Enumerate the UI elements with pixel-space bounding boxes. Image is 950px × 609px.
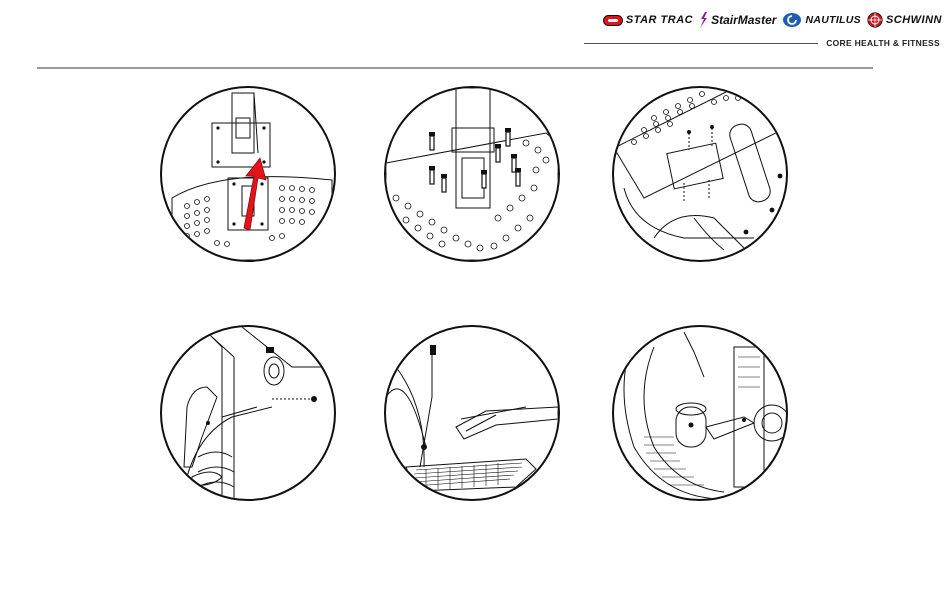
- attach-handlebar-pivot-illustration: [162, 327, 334, 499]
- company-tagline: CORE HEALTH & FITNESS: [826, 38, 940, 48]
- brand-label-schwinn: SCHWINN: [885, 14, 942, 26]
- step-5-illustration: [384, 325, 560, 501]
- step-4-illustration: [160, 325, 336, 501]
- nautilus-logo-icon: [782, 12, 802, 28]
- bolt-upright-to-base-illustration: [386, 88, 558, 260]
- brand-label-nautilus: NAUTILUS: [805, 14, 861, 26]
- star-trac-logo: [603, 14, 693, 26]
- tagline-row: [584, 38, 940, 48]
- star-trac-logo-icon: [603, 15, 623, 26]
- brand-label-star-trac: STAR TRAC: [625, 14, 694, 26]
- step-2-illustration: [384, 86, 560, 262]
- schwinn-logo: [867, 12, 942, 28]
- brand-label-stairmaster: StairMaster: [711, 13, 777, 27]
- stairmaster-logo: [699, 12, 776, 28]
- schwinn-logo-icon: [867, 12, 883, 28]
- stairmaster-logo-icon: [699, 12, 708, 28]
- attach-bracket-to-frame-illustration: [614, 88, 786, 260]
- slide-upright-onto-base-plate-illustration: [162, 88, 334, 260]
- brand-logo-bar: [603, 9, 942, 31]
- step-6-illustration: [612, 325, 788, 501]
- attach-footplate-arm-illustration: [386, 327, 558, 499]
- step-3-illustration: [612, 86, 788, 262]
- tagline-rule: [584, 43, 818, 44]
- header-divider: [37, 67, 873, 69]
- fan-assembly-detail-illustration: [614, 327, 786, 499]
- nautilus-logo: [782, 12, 860, 28]
- step-1-illustration: [160, 86, 336, 262]
